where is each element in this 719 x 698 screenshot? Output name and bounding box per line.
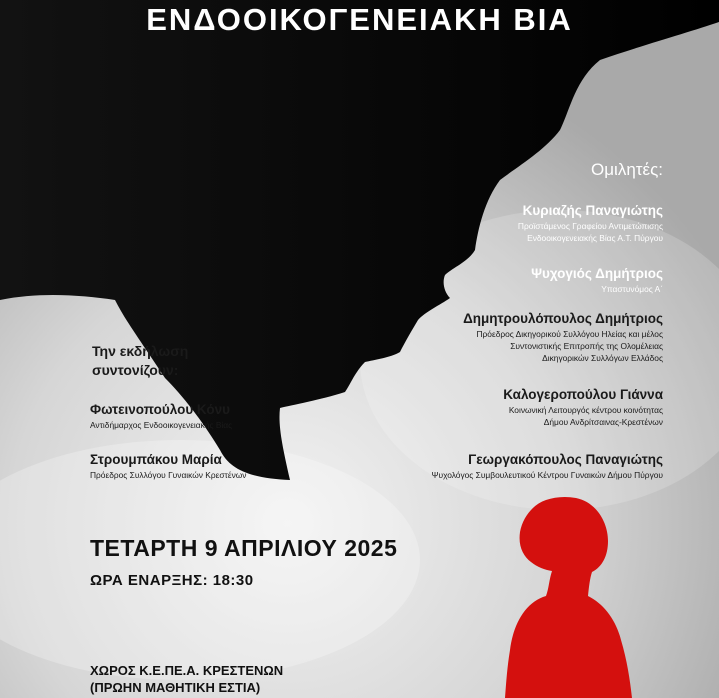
speaker-role: Ενδοοικογενειακής Βίας Α.Τ. Πύργου [527, 233, 663, 243]
speaker-name: Γεωργακόπουλος Παναγιώτης [468, 452, 663, 467]
speaker-role: Υπαστυνόμος Α΄ [601, 284, 663, 294]
speaker-role: Δήμου Ανδρίτσαινας-Κρεστένων [543, 417, 663, 427]
speaker-name: Καλογεροπούλου Γιάννα [503, 387, 663, 402]
coordinator-name: Φωτεινοπούλου Κόνυ [90, 402, 230, 417]
event-venue: ΧΩΡΟΣ Κ.Ε.ΠΕ.Α. ΚΡΕΣΤΕΝΩΝ [90, 663, 284, 678]
speaker-role: Δικηγορικών Συλλόγων Ελλάδος [542, 353, 663, 363]
event-date: ΤΕΤΑΡΤΗ 9 ΑΠΡΙΛΙΟΥ 2025 [90, 535, 398, 561]
speakers-heading: Ομιλητές: [591, 160, 663, 179]
speaker-name: Κυριαζής Παναγιώτης [522, 203, 663, 218]
coordinator-role: Πρόεδρος Συλλόγου Γυναικών Κρεστένων [90, 470, 247, 480]
speaker-role: Πρόεδρος Δικηγορικού Συλλόγου Ηλείας και μέλος [476, 329, 663, 339]
coordinators-heading: Την εκδήλωση [92, 343, 189, 359]
speaker-role: Συντονιστικής Επιτροπής της Ολομέλειας [510, 341, 663, 351]
poster-title: ΕΝΔΟΟΙΚΟΓΕΝΕΙΑΚΗ ΒΙΑ [146, 2, 573, 37]
speaker-role: Ψυχολόγος Συμβουλευτικού Κέντρου Γυναικών Δήμου Πύργου [431, 470, 663, 480]
speaker-name: Δημητρουλόπουλος Δημήτριος [463, 311, 663, 326]
coordinator-role: Αντιδήμαρχος Ενδοοικογενειακής Βίας [90, 420, 233, 430]
event-start-time: ΩΡΑ ΕΝΑΡΞΗΣ: 18:30 [90, 572, 254, 589]
coordinators-heading: συντονίζουν: [92, 362, 179, 378]
speaker-role: Προϊστάμενος Γραφείου Αντιμετώπισης [517, 221, 663, 231]
speaker-role: Κοινωνική Λειτουργός κέντρου κοινότητας [508, 405, 663, 415]
speaker-name: Ψυχογιός Δημήτριος [531, 266, 663, 281]
event-venue: (ΠΡΩΗΝ ΜΑΘΗΤΙΚΗ ΕΣΤΙΑ) [90, 680, 261, 695]
coordinator-name: Στρουμπάκου Μαρία [90, 452, 222, 467]
